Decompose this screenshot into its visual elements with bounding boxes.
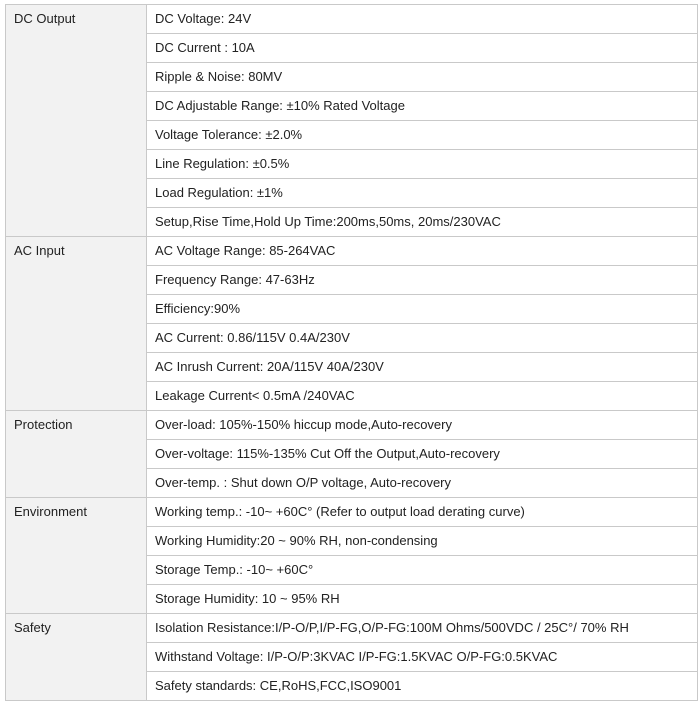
- spec-value-cell: DC Current : 10A: [147, 34, 698, 63]
- table-row: [6, 498, 698, 527]
- spec-value-cell: Over-load: 105%-150% hiccup mode,Auto-recovery: [147, 411, 698, 440]
- spec-value-cell: Over-temp. : Shut down O/P voltage, Auto-recovery: [147, 469, 698, 498]
- spec-table: [5, 4, 698, 701]
- spec-table-body: [6, 5, 698, 701]
- spec-value-cell: Safety standards: CE,RoHS,FCC,ISO9001: [147, 672, 698, 701]
- spec-value-cell: Load Regulation: ±1%: [147, 179, 698, 208]
- spec-value-cell: AC Voltage Range: 85-264VAC: [147, 237, 698, 266]
- spec-value-cell: Working Humidity:20 ~ 90% RH, non-condensing: [147, 527, 698, 556]
- table-row: [6, 237, 698, 266]
- spec-value-cell: Line Regulation: ±0.5%: [147, 150, 698, 179]
- spec-value-cell: Voltage Tolerance: ±2.0%: [147, 121, 698, 150]
- spec-value-cell: DC Voltage: 24V: [147, 5, 698, 34]
- spec-value-cell: Efficiency:90%: [147, 295, 698, 324]
- table-row: [6, 411, 698, 440]
- spec-value-cell: Storage Temp.: -10~ +60C°: [147, 556, 698, 585]
- spec-value-cell: DC Adjustable Range: ±10% Rated Voltage: [147, 92, 698, 121]
- spec-value-cell: AC Current: 0.86/115V 0.4A/230V: [147, 324, 698, 353]
- spec-value-cell: Isolation Resistance:I/P-O/P,I/P-FG,O/P-FG:100M Ohms/500VDC / 25C°/ 70% RH: [147, 614, 698, 643]
- table-row: [6, 5, 698, 34]
- spec-value-cell: Over-voltage: 115%-135% Cut Off the Output,Auto-recovery: [147, 440, 698, 469]
- spec-value-cell: Leakage Current< 0.5mA /240VAC: [147, 382, 698, 411]
- spec-value-cell: Withstand Voltage: I/P-O/P:3KVAC I/P-FG:1.5KVAC O/P-FG:0.5KVAC: [147, 643, 698, 672]
- category-cell: AC Input: [6, 237, 147, 411]
- spec-value-cell: Ripple & Noise: 80MV: [147, 63, 698, 92]
- category-cell: Environment: [6, 498, 147, 614]
- spec-value-cell: Storage Humidity: 10 ~ 95% RH: [147, 585, 698, 614]
- spec-value-cell: Setup,Rise Time,Hold Up Time:200ms,50ms, 20ms/230VAC: [147, 208, 698, 237]
- table-row: [6, 614, 698, 643]
- spec-value-cell: Frequency Range: 47-63Hz: [147, 266, 698, 295]
- category-cell: Protection: [6, 411, 147, 498]
- category-cell: Safety: [6, 614, 147, 701]
- spec-value-cell: Working temp.: -10~ +60C° (Refer to output load derating curve): [147, 498, 698, 527]
- spec-value-cell: AC Inrush Current: 20A/115V 40A/230V: [147, 353, 698, 382]
- category-cell: DC Output: [6, 5, 147, 237]
